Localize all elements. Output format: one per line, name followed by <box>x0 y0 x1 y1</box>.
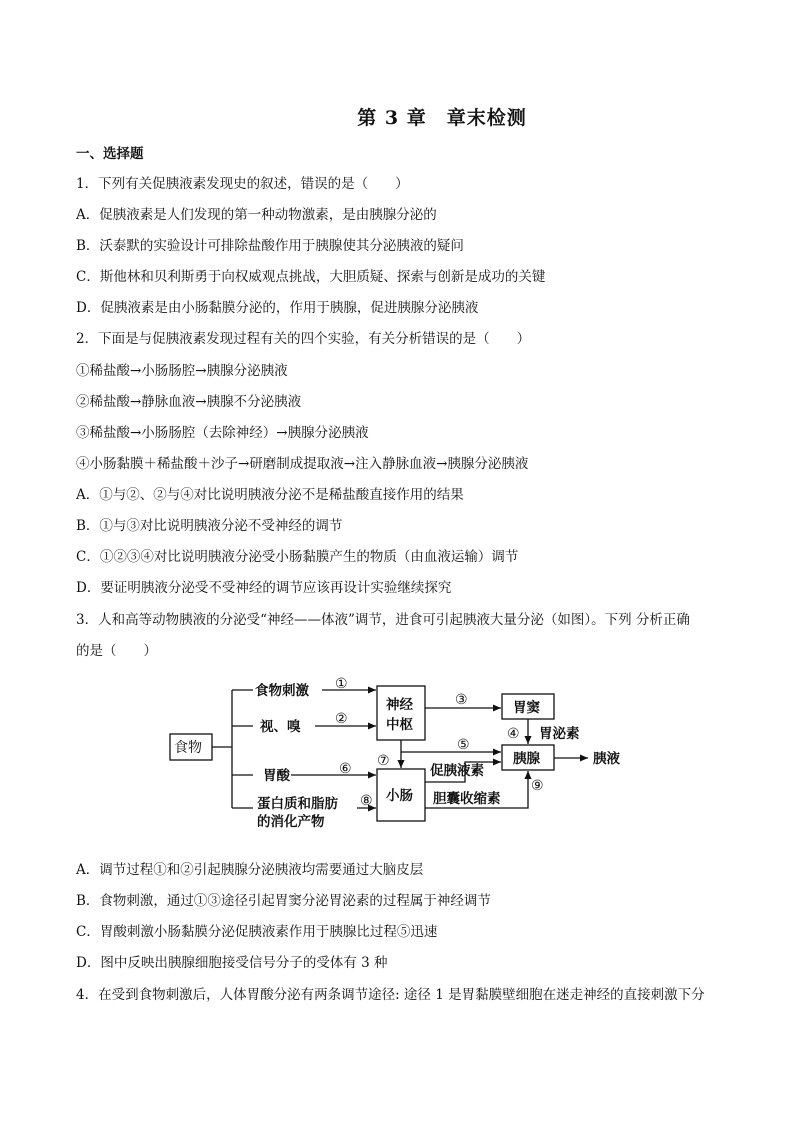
q2-option-c: C．①②③④对比说明胰液分泌受小肠黏膜产生的物质（由血液运输）调节 <box>76 549 519 565</box>
q3-option-c: C．胃酸刺激小肠黏膜分泌促胰液素作用于胰腺比过程⑤迅速 <box>76 924 438 940</box>
q3-option-a: A．调节过程①和②引起胰腺分泌胰液均需要通过大脑皮层 <box>76 862 424 878</box>
marker-3: ③ <box>455 692 468 708</box>
pancreas-label: 胰腺 <box>513 751 540 767</box>
pancreatic-juice-label: 胰液 <box>593 751 620 767</box>
q4-stem: 4．在受到食物刺激后，人体胃酸分泌有两条调节途径: 途径 1 是胃黏膜壁细胞在迷走神经的直接刺激下分 <box>76 987 705 1003</box>
marker-5: ⑤ <box>457 737 470 753</box>
q2-experiment-4: ④小肠黏膜＋稀盐酸＋沙子→研磨制成提取液→注入静脉血液→胰腺分泌胰液 <box>76 456 529 472</box>
gastric-acid-label: 胃酸 <box>263 768 290 784</box>
q1-option-b: B．沃泰默的实验设计可排除盐酸作用于胰腺使其分泌胰液的疑问 <box>76 238 464 254</box>
q2-experiment-1: ①稀盐酸→小肠肠腔→胰腺分泌胰液 <box>76 363 288 379</box>
pancreatic-secretion-diagram <box>165 672 635 832</box>
q3-stem-line1: 3．人和高等动物胰液的分泌受“神经——体液”调节，进食可引起胰液大量分泌（如图）。下列 分析正确 <box>76 612 690 628</box>
q1-stem: 1．下列有关促胰液素发现史的叙述，错误的是（ ） <box>76 176 409 192</box>
marker-7: ⑦ <box>377 753 390 769</box>
marker-6: ⑥ <box>339 761 352 777</box>
nerve-center-line1: 神经 <box>386 697 413 713</box>
q3-option-d: D．图中反映出胰腺细胞接受信号分子的受体有 3 种 <box>76 955 388 971</box>
q2-experiment-2: ②稀盐酸→静脉血液→胰腺不分泌胰液 <box>76 394 302 410</box>
secretin-label: 促胰液素 <box>430 763 484 779</box>
food-label: 食物 <box>174 740 202 756</box>
section-heading: 一、选择题 <box>76 146 144 162</box>
q2-option-b: B．①与③对比说明胰液分泌不受神经的调节 <box>76 518 343 534</box>
intestine-label: 小肠 <box>386 788 413 804</box>
q3-stem-line2: 的是（ ） <box>76 643 157 659</box>
cck-label: 胆囊收缩素 <box>433 791 501 807</box>
marker-1: ① <box>335 676 348 692</box>
marker-4: ④ <box>507 726 520 742</box>
digestion-products-line1: 蛋白质和脂肪 <box>257 796 338 812</box>
antrum-label: 胃窦 <box>513 700 540 716</box>
sight-smell-label: 视、嗅 <box>260 719 301 735</box>
gastrin-label: 胃泌素 <box>539 726 580 742</box>
nerve-center-line2: 中枢 <box>386 717 413 733</box>
marker-2: ② <box>335 711 348 727</box>
q1-option-c: C．斯他林和贝利斯勇于向权威观点挑战，大胆质疑、探索与创新是成功的关键 <box>76 269 546 285</box>
q2-option-a: A．①与②、②与④对比说明胰液分泌不是稀盐酸直接作用的结果 <box>76 487 464 503</box>
digestion-products-line2: 的消化产物 <box>257 814 325 830</box>
marker-9: ⑨ <box>531 778 544 794</box>
marker-8: ⑧ <box>360 793 373 809</box>
q1-option-d: D．促胰液素是由小肠黏膜分泌的，作用于胰腺，促进胰腺分泌胰液 <box>76 300 479 316</box>
q2-stem: 2．下面是与促胰液素发现过程有关的四个实验，有关分析错误的是（ ） <box>76 331 531 347</box>
q2-experiment-3: ③稀盐酸→小肠肠腔（去除神经）→胰腺分泌胰液 <box>76 425 369 441</box>
page-title: 第 3 章 章末检测 <box>357 107 527 129</box>
food-stimulus-label: 食物刺激 <box>255 683 309 699</box>
q3-option-b: B．食物刺激，通过①③途径引起胃窦分泌胃泌素的过程属于神经调节 <box>76 893 491 909</box>
q1-option-a: A．促胰液素是人们发现的第一种动物激素，是由胰腺分泌的 <box>76 207 437 223</box>
q2-option-d: D．要证明胰液分泌受不受神经的调节应该再设计实验继续探究 <box>76 580 452 596</box>
